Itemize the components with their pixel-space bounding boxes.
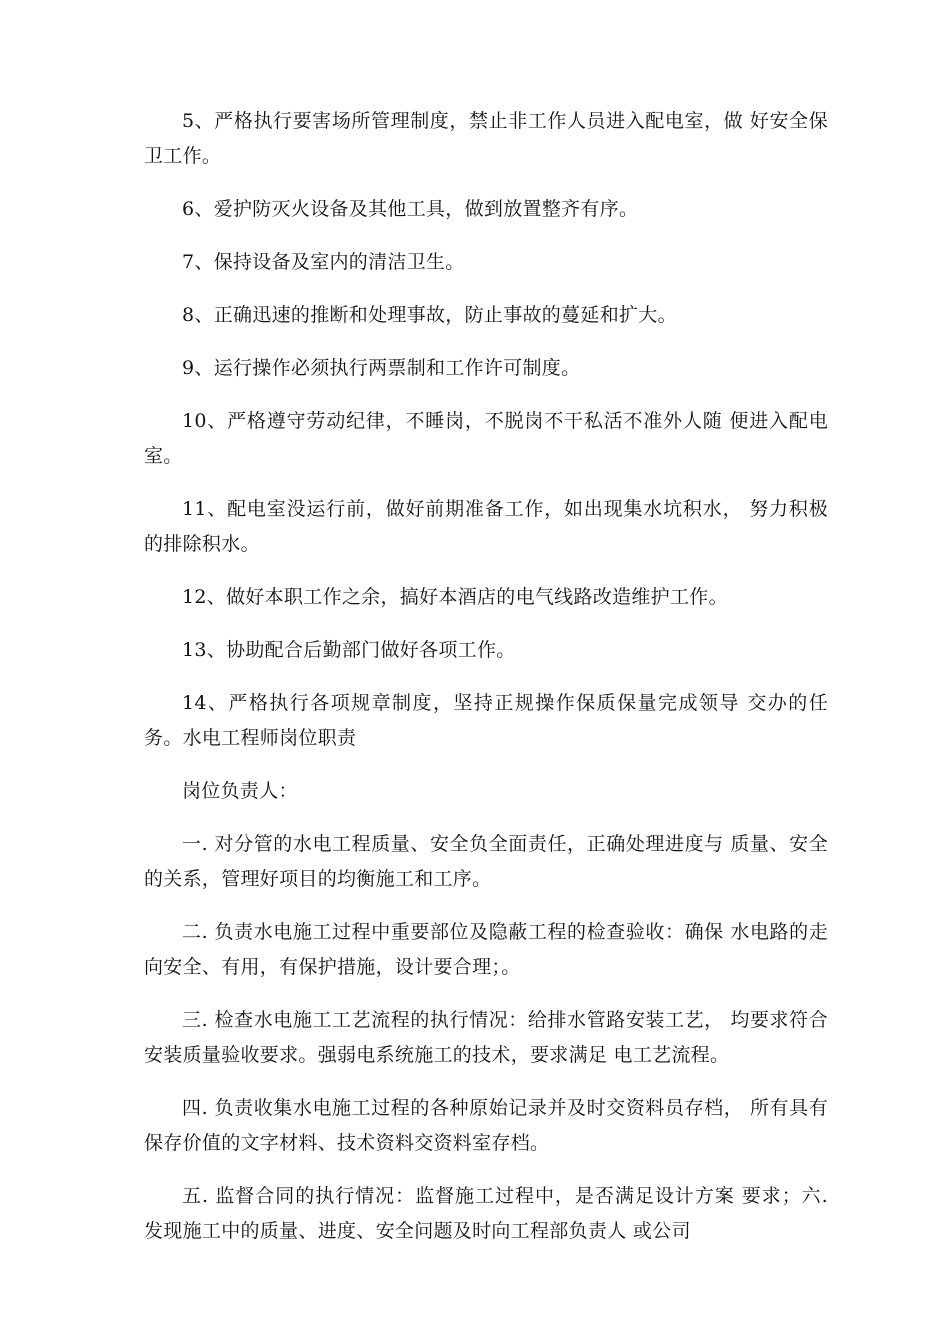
paragraph-duty-2: 二. 负责水电施工过程中重要部位及隐蔽工程的检查验收：确保 水电路的走向安全、有用，有保护措施，设计要合理；。 — [144, 921, 828, 978]
paragraph-duty-1: 一. 对分管的水电工程质量、安全负全面责任，正确处理进度与 质量、安全的关系，管理好项目的均衡施工和工序。 — [144, 833, 828, 890]
paragraph-item-14: 14、严格执行各项规章制度，坚持正规操作保质保量完成领导 交办的任务。水电工程师岗位职责 — [144, 692, 828, 749]
paragraph-duty-4: 四. 负责收集水电施工过程的各种原始记录并及时交资料员存档， 所有具有保存价值的文字材料、技术资料交资料室存档。 — [144, 1097, 828, 1154]
paragraph-item-12: 12、做好本职工作之余，搞好本酒店的电气线路改造维护工作。 — [182, 586, 728, 608]
paragraph-item-7: 7、保持设备及室内的清洁卫生。 — [182, 251, 465, 273]
paragraph-item-9: 9、运行操作必须执行两票制和工作许可制度。 — [182, 357, 581, 379]
paragraph-item-10: 10、严格遵守劳动纪律，不睡岗，不脱岗不干私活不准外人随 便进入配电室。 — [144, 410, 828, 467]
paragraph-post-owner: 岗位负责人： — [182, 780, 298, 802]
paragraph-duty-3: 三. 检查水电施工工艺流程的执行情况：给排水管路安装工艺， 均要求符合安装质量验收要求。强弱电系统施工的技术，要求满足 电工艺流程。 — [144, 1009, 828, 1066]
paragraph-item-13: 13、协助配合后勤部门做好各项工作。 — [182, 639, 516, 661]
paragraph-item-11: 11、配电室没运行前，做好前期准备工作，如出现集水坑积水， 努力积极的排除积水。 — [144, 498, 828, 555]
paragraph-item-6: 6、爱护防灭火设备及其他工具，做到放置整齐有序。 — [182, 198, 639, 220]
document-page — [144, 104, 828, 1267]
paragraph-item-5: 5、严格执行要害场所管理制度，禁止非工作人员进入配电室，做 好安全保卫工作。 — [144, 110, 828, 167]
paragraph-item-8: 8、正确迅速的推断和处理事故，防止事故的蔓延和扩大。 — [182, 304, 677, 326]
paragraph-duty-5: 五. 监督合同的执行情况：监督施工过程中，是否满足设计方案 要求；六. 发现施工中的质量、进度、安全问题及时向工程部负责人 或公司 — [144, 1185, 828, 1242]
